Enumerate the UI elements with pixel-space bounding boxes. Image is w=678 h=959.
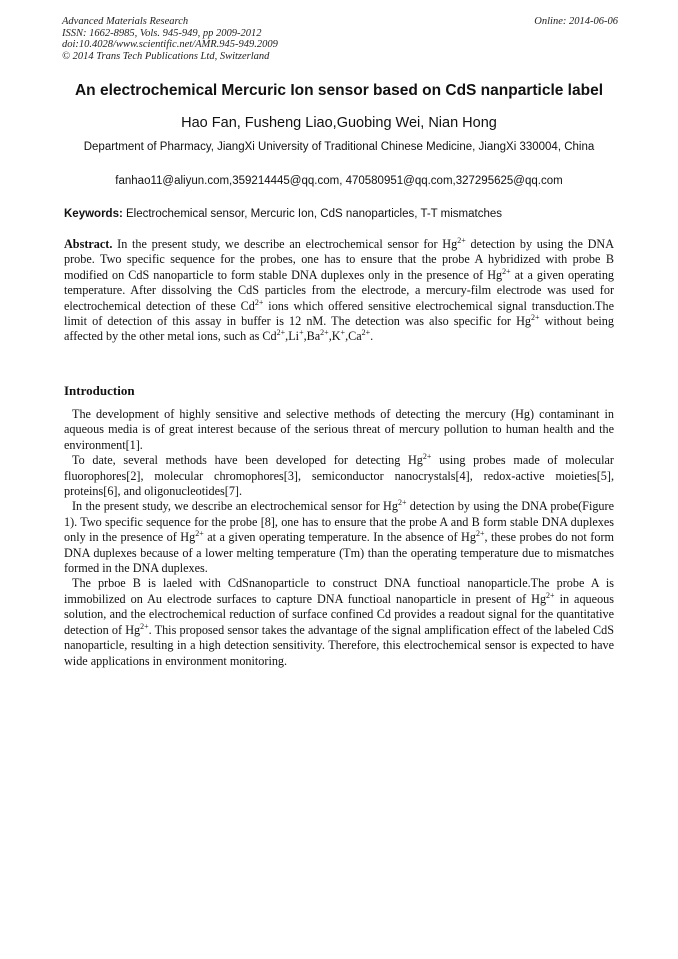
paper-affiliation: Department of Pharmacy, JiangXi University of Traditional Chinese Medicine, JiangXi 330004, China bbox=[83, 141, 595, 153]
keywords-label: Keywords: bbox=[64, 208, 123, 220]
paragraph-text: at a given operating temperature. In the absence of Hg bbox=[203, 530, 476, 545]
introduction-body bbox=[64, 407, 614, 669]
journal-name: Advanced Materials Research bbox=[62, 16, 189, 27]
introduction-heading: Introduction bbox=[64, 383, 135, 398]
keywords bbox=[64, 208, 620, 220]
charge-superscript: 2+ bbox=[502, 266, 511, 276]
charge-superscript: 2+ bbox=[546, 590, 555, 600]
charge-superscript: 2+ bbox=[140, 621, 149, 631]
abstract-label: Abstract. bbox=[64, 237, 113, 251]
charge-superscript: 2+ bbox=[457, 236, 466, 245]
abstract-text: In the present study, we describe an electrochemical sensor for Hg bbox=[112, 237, 458, 251]
journal-header bbox=[62, 16, 618, 62]
abstract-text: ions which offered sensitive electrochemical signal transduction.The limit of detection of this assay in buffer is 12 nM. The detection was also specific for Hg bbox=[64, 298, 614, 329]
charge-superscript: + bbox=[299, 328, 304, 338]
charge-superscript: 2+ bbox=[422, 452, 432, 462]
paragraph bbox=[64, 453, 614, 499]
charge-superscript: 2+ bbox=[475, 529, 485, 539]
author-emails: fanhao11@aliyun.com,359214445@qq.com, 470580951@qq.com,327295625@qq.com bbox=[115, 175, 563, 187]
paragraph-text: The development of highly sensitive and selective methods of detecting the mercury (Hg) contaminant in aqueous media is of great interest because of the serious threat of mercury pollution to human health and the environment[1]. bbox=[64, 407, 614, 452]
abstract-text: ,Ba bbox=[303, 329, 321, 344]
journal-issn: ISSN: 1662-8985, Vols. 945-949, pp 2009-2012 bbox=[62, 27, 262, 39]
abstract-text: at a given operating temperature. After dissolving the CdS particles from the electrode, a mercury-film electrode was used for electrochemical detection of these Cd bbox=[64, 267, 615, 313]
abstract bbox=[64, 237, 614, 345]
abstract-text: . bbox=[370, 329, 374, 344]
paragraph-text: To date, several methods have been developed for detecting Hg bbox=[72, 453, 423, 468]
charge-superscript: 2+ bbox=[397, 498, 407, 508]
abstract-text: ,Li bbox=[285, 329, 300, 344]
charge-superscript: 2+ bbox=[361, 328, 371, 338]
abstract-text: ,K bbox=[328, 329, 341, 344]
paragraph-text: detection by using the DNA probe(Figure 1). Two specific sequence for the probe [8], one has to ensure that the probe A and B form stable DNA duplexes only in the presence of Hg bbox=[64, 499, 614, 545]
paragraph bbox=[64, 576, 614, 668]
paragraph bbox=[64, 499, 614, 576]
paper-authors: Hao Fan, Fusheng Liao,Guobing Wei, Nian Hong bbox=[181, 115, 497, 131]
journal-doi: doi:10.4028/www.scientific.net/AMR.945-949.2009 bbox=[62, 39, 278, 50]
abstract-text: ,Ca bbox=[345, 329, 362, 344]
paragraph-text: The prboe B is laeled with CdSnanoparticle to construct DNA functioal nanoparticle.The probe A is immobilized on Au electrode surfaces to capture DNA functioal nanoparticle in present of Hg bbox=[64, 576, 614, 606]
keywords-text: Electrochemical sensor, Mercuric Ion, CdS nanoparticles, T-T mismatches bbox=[122, 208, 503, 220]
charge-superscript: 2+ bbox=[276, 328, 286, 338]
abstract-text: detection by using the DNA probe. Two specific sequence for the probes, one has to ensure that the probe A hybridized with probe B modified on CdS nanoparticle to form stable DNA duplexes only in the presence of Hg bbox=[64, 237, 614, 282]
paragraph-text: . This proposed sensor takes the advantage of the signal amplification effect of the labeled CdS nanoparticle, resulting in a high detection sensitivity. Therefore, this electrochemical sensor is expected to have wide applications in environment monitoring. bbox=[64, 622, 614, 668]
paragraph-text: In the present study, we describe an electrochemical sensor for Hg bbox=[72, 499, 398, 514]
charge-superscript: 2+ bbox=[320, 328, 329, 338]
paper-title: An electrochemical Mercuric Ion sensor based on CdS nanparticle label bbox=[74, 82, 604, 99]
abstract-text: without being affected by the other metal ions, such as Cd bbox=[64, 314, 614, 344]
charge-superscript: 2+ bbox=[195, 529, 204, 539]
charge-superscript: + bbox=[340, 328, 346, 338]
charge-superscript: 2+ bbox=[254, 297, 264, 307]
journal-copyright: © 2014 Trans Tech Publications Ltd, Switzerland bbox=[62, 50, 270, 62]
paragraph-text: in aqueous solution, and the electrochemical reduction of surface confined Cd provides a readout signal for the quantitative detection of Hg bbox=[64, 591, 614, 637]
paragraph-text: using probes made of molecular fluorophores[2], molecular chromophores[3], semiconductor nanocrystals[4], redox-active moieties[5], proteins[6], and oligonucleotides[7]. bbox=[64, 453, 614, 499]
paragraph-text: , these probes do not form DNA duplexes because of a lower melting temperature (Tm) than the operating temperature due to mismatches formed in the DNA duplexes. bbox=[64, 530, 614, 576]
online-date: Online: 2014-06-06 bbox=[534, 16, 618, 27]
charge-superscript: 2+ bbox=[530, 313, 540, 323]
paragraph bbox=[64, 407, 614, 453]
